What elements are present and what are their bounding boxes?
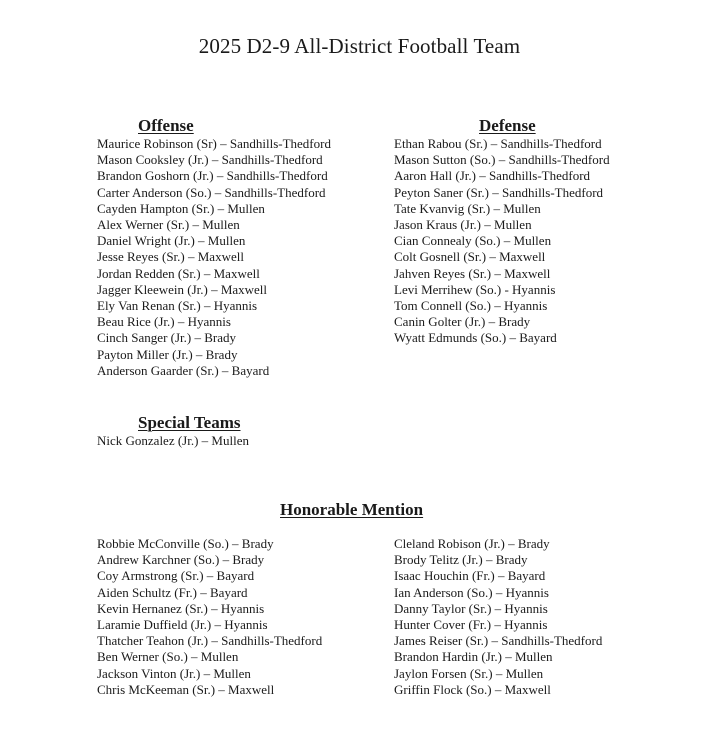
honorable-mention-left-list (97, 536, 322, 698)
special-teams-player: Nick Gonzalez (Jr.) – Mullen (97, 433, 249, 448)
honorable-mention-player: Griffin Flock (So.) – Maxwell (394, 681, 551, 697)
defense-player: Colt Gosnell (Sr.) – Maxwell (394, 249, 546, 265)
honorable-mention-player: Kevin Hernanez (Sr.) – Hyannis (97, 600, 265, 616)
offense-player: Brandon Goshorn (Jr.) – Sandhills-Thedford (97, 168, 328, 184)
honorable-mention-player: Cleland Robison (Jr.) – Brady (394, 536, 550, 551)
defense-heading: Defense (479, 116, 536, 135)
honorable-mention-player: Brandon Hardin (Jr.) – Mullen (394, 649, 553, 665)
honorable-mention-player: Hunter Cover (Fr.) – Hyannis (394, 617, 548, 633)
defense-player: Jason Kraus (Jr.) – Mullen (394, 217, 532, 233)
defense-player: Ethan Rabou (Sr.) – Sandhills-Thedford (394, 136, 602, 151)
special-teams-list (97, 433, 249, 449)
honorable-mention-player: Isaac Houchin (Fr.) – Bayard (394, 568, 546, 584)
honorable-mention-player: Jaylon Forsen (Sr.) – Mullen (394, 665, 544, 681)
honorable-mention-player: James Reiser (Sr.) – Sandhills-Thedford (394, 633, 603, 649)
defense-player: Tate Kvanvig (Sr.) – Mullen (394, 200, 541, 216)
defense-player: Tom Connell (So.) – Hyannis (394, 298, 548, 314)
honorable-mention-heading: Honorable Mention (280, 500, 424, 519)
honorable-mention-player: Jackson Vinton (Jr.) – Mullen (97, 665, 251, 681)
offense-heading: Offense (138, 116, 194, 135)
offense-player: Payton Miller (Jr.) – Brady (97, 346, 238, 362)
defense-player: Mason Sutton (So.) – Sandhills-Thedford (394, 152, 610, 168)
offense-player: Jagger Kleewein (Jr.) – Maxwell (97, 281, 268, 297)
offense-player: Mason Cooksley (Jr.) – Sandhills-Thedford (97, 152, 323, 168)
special-teams-heading: Special Teams (138, 413, 241, 432)
document-title: 2025 D2-9 All-District Football Team (198, 34, 521, 58)
offense-player: Maurice Robinson (Sr) – Sandhills-Thedford (97, 136, 331, 151)
honorable-mention-player: Coy Armstrong (Sr.) – Bayard (97, 568, 255, 584)
honorable-mention-player: Brody Telitz (Jr.) – Brady (394, 552, 528, 568)
offense-player: Cayden Hampton (Sr.) – Mullen (97, 200, 265, 216)
honorable-mention-player: Laramie Duffield (Jr.) – Hyannis (97, 617, 268, 633)
defense-player: Canin Golter (Jr.) – Brady (394, 314, 531, 330)
offense-player: Jordan Redden (Sr.) – Maxwell (97, 265, 260, 281)
offense-player: Daniel Wright (Jr.) – Mullen (97, 233, 246, 249)
honorable-mention-player: Ian Anderson (So.) – Hyannis (394, 584, 549, 600)
honorable-mention-player: Aiden Schultz (Fr.) – Bayard (97, 584, 248, 600)
offense-player: Cinch Sanger (Jr.) – Brady (97, 330, 237, 346)
defense-list (394, 136, 610, 347)
offense-player: Beau Rice (Jr.) – Hyannis (97, 314, 231, 330)
honorable-mention-player: Thatcher Teahon (Jr.) – Sandhills-Thedford (97, 633, 323, 649)
offense-player: Carter Anderson (So.) – Sandhills-Thedford (97, 184, 326, 200)
offense-player: Jesse Reyes (Sr.) – Maxwell (97, 249, 244, 265)
offense-player: Anderson Gaarder (Sr.) – Bayard (97, 362, 270, 378)
offense-list (97, 136, 331, 379)
honorable-mention-player: Robbie McConville (So.) – Brady (97, 536, 274, 551)
defense-player: Aaron Hall (Jr.) – Sandhills-Thedford (394, 168, 591, 184)
defense-player: Jahven Reyes (Sr.) – Maxwell (394, 265, 551, 281)
honorable-mention-player: Chris McKeeman (Sr.) – Maxwell (97, 681, 275, 697)
honorable-mention-player: Danny Taylor (Sr.) – Hyannis (394, 600, 548, 616)
defense-player: Peyton Saner (Sr.) – Sandhills-Thedford (394, 184, 604, 200)
honorable-mention-player: Andrew Karchner (So.) – Brady (97, 552, 265, 568)
defense-player: Wyatt Edmunds (So.) – Bayard (394, 330, 557, 346)
defense-player: Cian Connealy (So.) – Mullen (394, 233, 552, 249)
offense-player: Alex Werner (Sr.) – Mullen (97, 217, 240, 233)
honorable-mention-right-list (394, 536, 602, 698)
honorable-mention-player: Ben Werner (So.) – Mullen (97, 649, 239, 665)
defense-player: Levi Merrihew (So.) - Hyannis (394, 281, 556, 297)
offense-player: Ely Van Renan (Sr.) – Hyannis (97, 298, 258, 314)
